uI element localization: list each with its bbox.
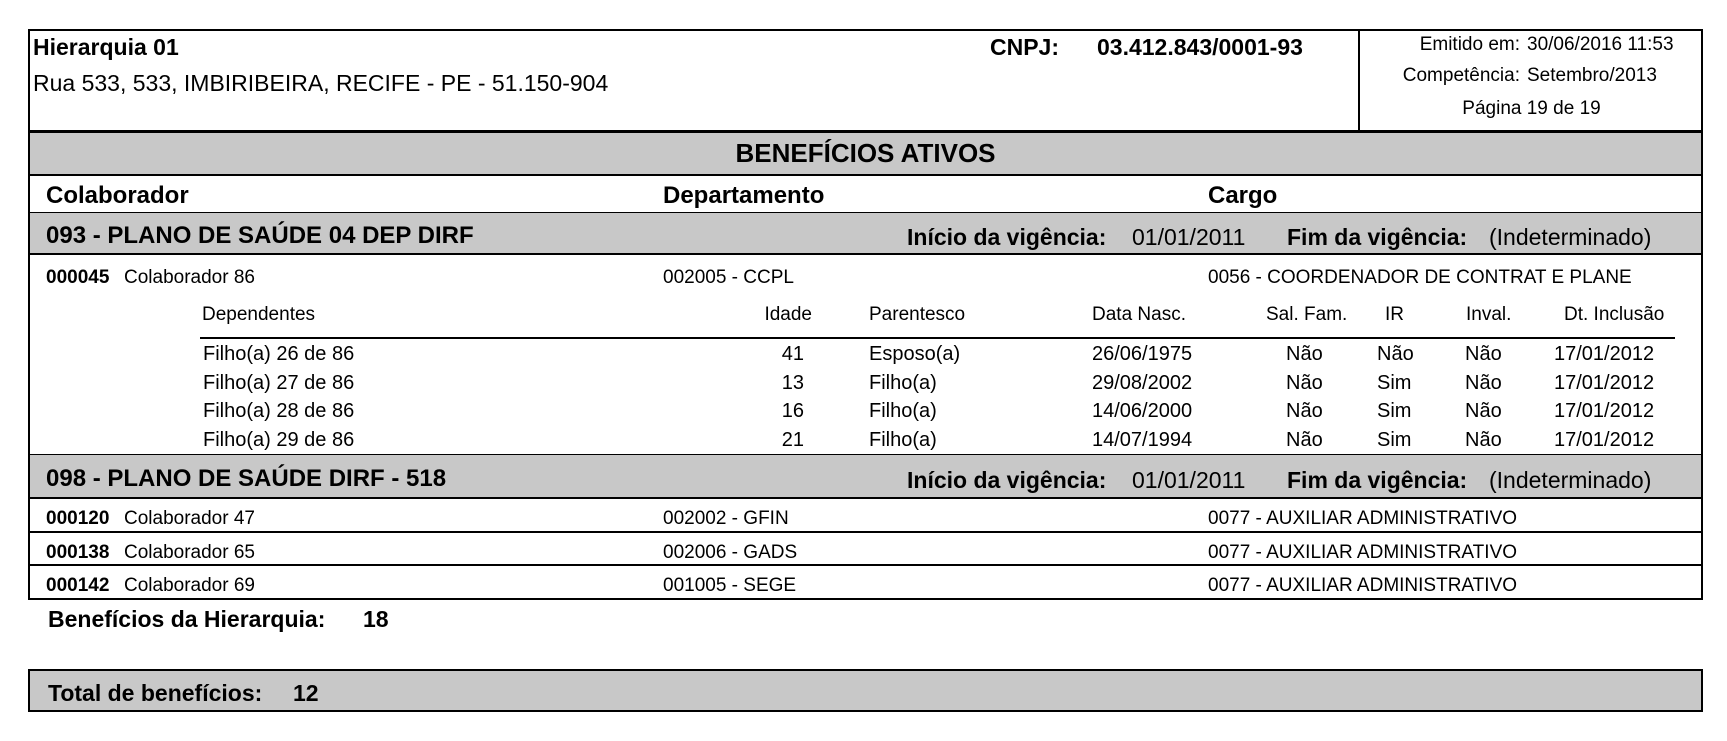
dep-parentesco: Esposo(a) (869, 343, 961, 365)
competencia-label: Competência: (1402, 65, 1520, 86)
employee-dept: 002002 - GFIN (663, 508, 789, 529)
dep-idade: 21 (781, 429, 804, 451)
dep-ir: Sim (1377, 400, 1412, 422)
employee-name: Colaborador 69 (124, 575, 255, 596)
page-number: Página 19 de 19 (1462, 98, 1601, 119)
dep-parentesco: Filho(a) (869, 400, 937, 422)
dep-ir: Sim (1377, 429, 1412, 451)
dep-sal-fam: Não (1286, 372, 1323, 394)
dep-inval: Não (1465, 343, 1502, 365)
dep-dt-inclusao: 17/01/2012 (1554, 343, 1655, 365)
dep-ir: Sim (1377, 372, 1412, 394)
dep-inval: Não (1465, 372, 1502, 394)
employee-code: 000142 (46, 575, 110, 596)
dep-sal-fam: Não (1286, 400, 1323, 422)
company-name: Hierarquia 01 (33, 34, 179, 60)
report-title: BENEFÍCIOS ATIVOS (735, 138, 996, 168)
emitido-value: 30/06/2016 11:53 (1527, 34, 1674, 55)
dep-inval: Não (1465, 400, 1502, 422)
dep-nome: Filho(a) 26 de 86 (203, 343, 355, 365)
employee-code: 000045 (46, 267, 110, 288)
dep-idade: 13 (781, 372, 804, 394)
total-bar (28, 669, 1703, 712)
dep-header-dt-inclusao: Dt. Inclusão (1564, 304, 1665, 325)
column-cargo: Cargo (1208, 182, 1278, 209)
employee-dept: 002006 - GADS (663, 542, 798, 563)
dep-header-parentesco: Parentesco (869, 304, 966, 325)
plan-inicio-value: 01/01/2011 (1132, 224, 1246, 250)
dep-ir: Não (1377, 343, 1414, 365)
hierarquia-total-label: Benefícios da Hierarquia: (48, 606, 326, 632)
total-beneficios-value: 12 (293, 680, 319, 706)
dep-dt-inclusao: 17/01/2012 (1554, 429, 1655, 451)
total-beneficios-label: Total de benefícios: (48, 680, 263, 706)
employee-cargo: 0077 - AUXILIAR ADMINISTRATIVO (1208, 575, 1518, 596)
employee-name: Colaborador 65 (124, 542, 255, 563)
column-departamento: Departamento (663, 182, 825, 209)
dep-idade: 41 (781, 343, 804, 365)
dep-nome: Filho(a) 28 de 86 (203, 400, 355, 422)
employee-code: 000120 (46, 508, 110, 529)
dep-inval: Não (1465, 429, 1502, 451)
emitido-label: Emitido em: (1419, 34, 1520, 55)
dep-parentesco: Filho(a) (869, 429, 937, 451)
dep-header-underline (200, 337, 1675, 339)
dep-header-ir: IR (1385, 304, 1404, 325)
plan-inicio-label: Início da vigência: (907, 467, 1107, 493)
dep-sal-fam: Não (1286, 343, 1323, 365)
competencia-value: Setembro/2013 (1527, 65, 1657, 86)
dep-dt-inclusao: 17/01/2012 (1554, 400, 1655, 422)
plan-name: 098 - PLANO DE SAÚDE DIRF - 518 (46, 465, 447, 492)
employee-dept: 001005 - SEGE (663, 575, 797, 596)
dep-data-nasc: 29/08/2002 (1092, 372, 1193, 394)
employee-cargo: 0077 - AUXILIAR ADMINISTRATIVO (1208, 508, 1518, 529)
plan-fim-label: Fim da vigência: (1287, 467, 1468, 493)
column-header-row (28, 175, 1703, 214)
employee-cargo: 0056 - COORDENADOR DE CONTRAT E PLANE (1208, 267, 1632, 288)
plan-fim-value: (Indeterminado) (1489, 467, 1652, 493)
dep-sal-fam: Não (1286, 429, 1323, 451)
employee-code: 000138 (46, 542, 110, 563)
dep-data-nasc: 14/07/1994 (1092, 429, 1193, 451)
company-address: Rua 533, 533, IMBIRIBEIRA, RECIFE - PE - 51.150-904 (33, 70, 609, 96)
column-colaborador: Colaborador (46, 182, 189, 209)
plan-inicio-label: Início da vigência: (907, 224, 1107, 250)
dep-header-sal-fam: Sal. Fam. (1266, 304, 1348, 325)
employee-name: Colaborador 86 (124, 267, 255, 288)
dep-nome: Filho(a) 29 de 86 (203, 429, 355, 451)
dep-idade: 16 (781, 400, 804, 422)
hierarquia-total-value: 18 (363, 606, 389, 632)
employee-name: Colaborador 47 (124, 508, 255, 529)
plan-fim-value: (Indeterminado) (1489, 224, 1652, 250)
dep-header-dependentes: Dependentes (202, 304, 316, 325)
cnpj-label: CNPJ: (990, 34, 1060, 60)
dep-parentesco: Filho(a) (869, 372, 937, 394)
plan-fim-label: Fim da vigência: (1287, 224, 1468, 250)
cnpj-value: 03.412.843/0001-93 (1097, 34, 1303, 60)
dep-data-nasc: 14/06/2000 (1092, 400, 1193, 422)
dep-header-inval: Inval. (1466, 304, 1512, 325)
employee-cargo: 0077 - AUXILIAR ADMINISTRATIVO (1208, 542, 1518, 563)
employee-dept: 002005 - CCPL (663, 267, 794, 288)
dep-nome: Filho(a) 27 de 86 (203, 372, 355, 394)
dep-data-nasc: 26/06/1975 (1092, 343, 1193, 365)
plan-inicio-value: 01/01/2011 (1132, 467, 1246, 493)
dep-header-idade: Idade (764, 304, 812, 325)
dep-header-data-nasc: Data Nasc. (1092, 304, 1186, 325)
plan-name: 093 - PLANO DE SAÚDE 04 DEP DIRF (46, 222, 474, 249)
dep-dt-inclusao: 17/01/2012 (1554, 372, 1655, 394)
